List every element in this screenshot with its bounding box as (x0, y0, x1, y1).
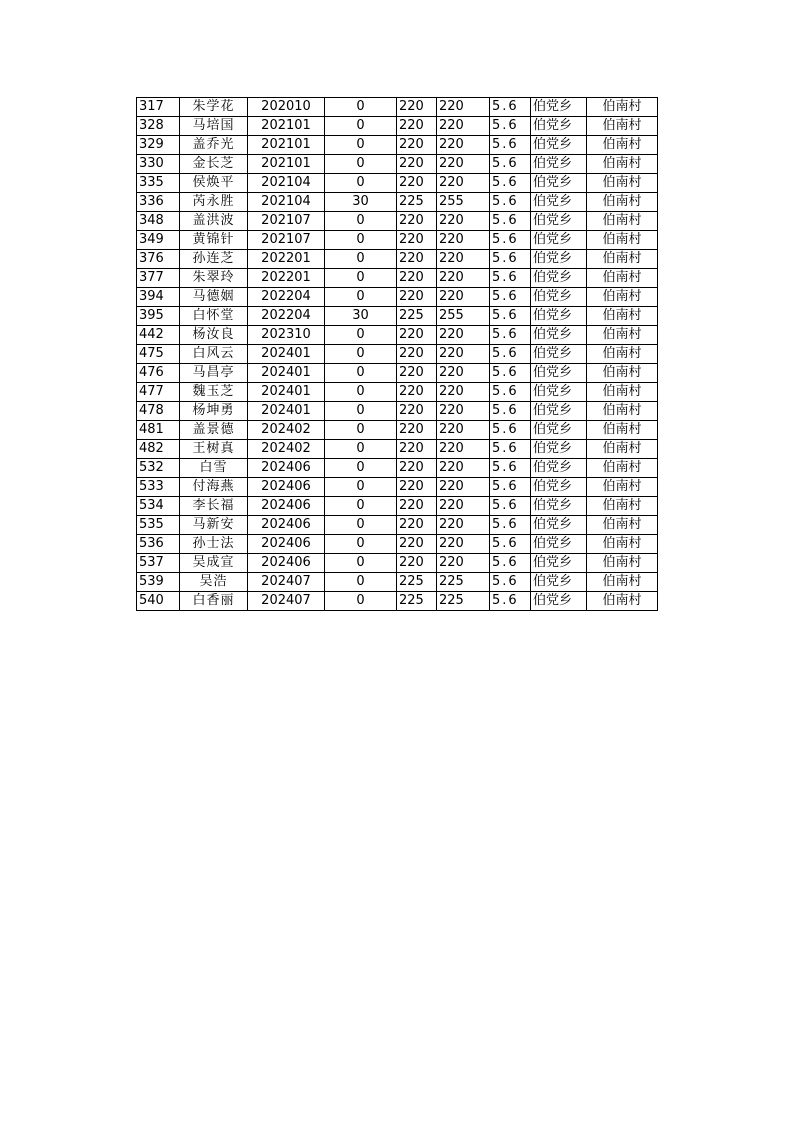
row-number-cell: 478 (137, 402, 180, 421)
township-cell: 伯党乡 (531, 288, 587, 307)
table-row (137, 307, 658, 326)
row-number-cell: 535 (137, 516, 180, 535)
name-cell: 孙连芝 (180, 250, 248, 269)
area-cell: 5.6 (490, 326, 531, 345)
area-cell: 5.6 (490, 250, 531, 269)
base-amount-cell: 220 (397, 231, 437, 250)
base-amount-cell: 220 (397, 326, 437, 345)
name-cell: 朱翠玲 (180, 269, 248, 288)
row-number-cell: 377 (137, 269, 180, 288)
table-row (137, 459, 658, 478)
table-row (137, 345, 658, 364)
base-amount-cell: 225 (397, 307, 437, 326)
township-cell: 伯党乡 (531, 250, 587, 269)
area-cell: 5.6 (490, 193, 531, 212)
township-cell: 伯党乡 (531, 193, 587, 212)
year-month-cell: 202310 (248, 326, 325, 345)
township-cell: 伯党乡 (531, 174, 587, 193)
village-cell: 伯南村 (587, 155, 658, 174)
table-row (137, 554, 658, 573)
total-amount-cell: 220 (437, 174, 490, 193)
year-month-cell: 202204 (248, 288, 325, 307)
township-cell: 伯党乡 (531, 326, 587, 345)
row-number-cell: 348 (137, 212, 180, 231)
supplement-cell: 0 (325, 554, 397, 573)
base-amount-cell: 220 (397, 535, 437, 554)
township-cell: 伯党乡 (531, 307, 587, 326)
supplement-cell: 0 (325, 364, 397, 383)
supplement-cell: 0 (325, 250, 397, 269)
table-row (137, 383, 658, 402)
township-cell: 伯党乡 (531, 345, 587, 364)
township-cell: 伯党乡 (531, 117, 587, 136)
supplement-cell: 0 (325, 269, 397, 288)
township-cell: 伯党乡 (531, 421, 587, 440)
table-row (137, 174, 658, 193)
supplement-cell: 30 (325, 307, 397, 326)
total-amount-cell: 220 (437, 212, 490, 231)
area-cell: 5.6 (490, 535, 531, 554)
base-amount-cell: 220 (397, 98, 437, 117)
name-cell: 盖洪波 (180, 212, 248, 231)
township-cell: 伯党乡 (531, 231, 587, 250)
name-cell: 盖乔光 (180, 136, 248, 155)
row-number-cell: 536 (137, 535, 180, 554)
base-amount-cell: 220 (397, 345, 437, 364)
table-row (137, 250, 658, 269)
row-number-cell: 330 (137, 155, 180, 174)
supplement-cell: 0 (325, 383, 397, 402)
supplement-cell: 0 (325, 288, 397, 307)
total-amount-cell: 220 (437, 98, 490, 117)
township-cell: 伯党乡 (531, 516, 587, 535)
village-cell: 伯南村 (587, 535, 658, 554)
supplement-cell: 0 (325, 345, 397, 364)
supplement-cell: 0 (325, 421, 397, 440)
row-number-cell: 376 (137, 250, 180, 269)
base-amount-cell: 220 (397, 155, 437, 174)
area-cell: 5.6 (490, 117, 531, 136)
area-cell: 5.6 (490, 459, 531, 478)
name-cell: 付海燕 (180, 478, 248, 497)
row-number-cell: 394 (137, 288, 180, 307)
year-month-cell: 202401 (248, 383, 325, 402)
township-cell: 伯党乡 (531, 136, 587, 155)
village-cell: 伯南村 (587, 307, 658, 326)
supplement-cell: 0 (325, 459, 397, 478)
area-cell: 5.6 (490, 516, 531, 535)
area-cell: 5.6 (490, 478, 531, 497)
area-cell: 5.6 (490, 573, 531, 592)
village-cell: 伯南村 (587, 136, 658, 155)
table-row (137, 592, 658, 611)
table-row (137, 497, 658, 516)
village-cell: 伯南村 (587, 554, 658, 573)
table-row (137, 535, 658, 554)
village-cell: 伯南村 (587, 250, 658, 269)
base-amount-cell: 220 (397, 497, 437, 516)
base-amount-cell: 220 (397, 117, 437, 136)
row-number-cell: 442 (137, 326, 180, 345)
table-row (137, 136, 658, 155)
village-cell: 伯南村 (587, 364, 658, 383)
area-cell: 5.6 (490, 288, 531, 307)
year-month-cell: 202406 (248, 478, 325, 497)
table-row (137, 326, 658, 345)
supplement-cell: 30 (325, 193, 397, 212)
total-amount-cell: 220 (437, 345, 490, 364)
total-amount-cell: 220 (437, 383, 490, 402)
year-month-cell: 202010 (248, 98, 325, 117)
supplement-cell: 0 (325, 136, 397, 155)
supplement-cell: 0 (325, 478, 397, 497)
total-amount-cell: 220 (437, 117, 490, 136)
area-cell: 5.6 (490, 345, 531, 364)
table-row (137, 193, 658, 212)
data-table (136, 97, 658, 611)
area-cell: 5.6 (490, 440, 531, 459)
village-cell: 伯南村 (587, 383, 658, 402)
year-month-cell: 202406 (248, 497, 325, 516)
area-cell: 5.6 (490, 98, 531, 117)
base-amount-cell: 220 (397, 364, 437, 383)
year-month-cell: 202107 (248, 231, 325, 250)
row-number-cell: 336 (137, 193, 180, 212)
total-amount-cell: 220 (437, 364, 490, 383)
row-number-cell: 540 (137, 592, 180, 611)
name-cell: 李长福 (180, 497, 248, 516)
supplement-cell: 0 (325, 402, 397, 421)
base-amount-cell: 220 (397, 459, 437, 478)
village-cell: 伯南村 (587, 497, 658, 516)
area-cell: 5.6 (490, 174, 531, 193)
total-amount-cell: 220 (437, 136, 490, 155)
table-row (137, 212, 658, 231)
year-month-cell: 202201 (248, 269, 325, 288)
name-cell: 芮永胜 (180, 193, 248, 212)
name-cell: 侯焕平 (180, 174, 248, 193)
township-cell: 伯党乡 (531, 535, 587, 554)
village-cell: 伯南村 (587, 478, 658, 497)
name-cell: 盖景德 (180, 421, 248, 440)
area-cell: 5.6 (490, 497, 531, 516)
name-cell: 白风云 (180, 345, 248, 364)
supplement-cell: 0 (325, 174, 397, 193)
village-cell: 伯南村 (587, 592, 658, 611)
total-amount-cell: 220 (437, 155, 490, 174)
name-cell: 吴浩 (180, 573, 248, 592)
supplement-cell: 0 (325, 440, 397, 459)
row-number-cell: 317 (137, 98, 180, 117)
year-month-cell: 202201 (248, 250, 325, 269)
village-cell: 伯南村 (587, 440, 658, 459)
base-amount-cell: 220 (397, 516, 437, 535)
table-row (137, 478, 658, 497)
year-month-cell: 202407 (248, 573, 325, 592)
table-row (137, 288, 658, 307)
township-cell: 伯党乡 (531, 554, 587, 573)
base-amount-cell: 225 (397, 573, 437, 592)
village-cell: 伯南村 (587, 117, 658, 136)
base-amount-cell: 220 (397, 288, 437, 307)
row-number-cell: 335 (137, 174, 180, 193)
total-amount-cell: 220 (437, 440, 490, 459)
row-number-cell: 532 (137, 459, 180, 478)
year-month-cell: 202406 (248, 554, 325, 573)
year-month-cell: 202104 (248, 193, 325, 212)
table-row (137, 516, 658, 535)
base-amount-cell: 220 (397, 554, 437, 573)
name-cell: 孙士法 (180, 535, 248, 554)
village-cell: 伯南村 (587, 516, 658, 535)
total-amount-cell: 220 (437, 554, 490, 573)
table-row (137, 421, 658, 440)
township-cell: 伯党乡 (531, 383, 587, 402)
supplement-cell: 0 (325, 155, 397, 174)
supplement-cell: 0 (325, 117, 397, 136)
table-row (137, 117, 658, 136)
supplement-cell: 0 (325, 516, 397, 535)
base-amount-cell: 220 (397, 269, 437, 288)
village-cell: 伯南村 (587, 98, 658, 117)
table-row (137, 573, 658, 592)
base-amount-cell: 220 (397, 478, 437, 497)
year-month-cell: 202101 (248, 117, 325, 136)
table-row (137, 364, 658, 383)
name-cell: 金长芝 (180, 155, 248, 174)
village-cell: 伯南村 (587, 345, 658, 364)
total-amount-cell: 255 (437, 307, 490, 326)
total-amount-cell: 220 (437, 402, 490, 421)
total-amount-cell: 220 (437, 326, 490, 345)
table-row (137, 402, 658, 421)
year-month-cell: 202406 (248, 459, 325, 478)
total-amount-cell: 220 (437, 497, 490, 516)
row-number-cell: 476 (137, 364, 180, 383)
name-cell: 魏玉芝 (180, 383, 248, 402)
supplement-cell: 0 (325, 326, 397, 345)
supplement-cell: 0 (325, 573, 397, 592)
base-amount-cell: 220 (397, 421, 437, 440)
row-number-cell: 349 (137, 231, 180, 250)
row-number-cell: 477 (137, 383, 180, 402)
township-cell: 伯党乡 (531, 459, 587, 478)
year-month-cell: 202406 (248, 535, 325, 554)
total-amount-cell: 220 (437, 231, 490, 250)
table-row (137, 98, 658, 117)
area-cell: 5.6 (490, 383, 531, 402)
base-amount-cell: 220 (397, 402, 437, 421)
base-amount-cell: 220 (397, 212, 437, 231)
row-number-cell: 533 (137, 478, 180, 497)
supplement-cell: 0 (325, 592, 397, 611)
row-number-cell: 482 (137, 440, 180, 459)
village-cell: 伯南村 (587, 288, 658, 307)
area-cell: 5.6 (490, 269, 531, 288)
name-cell: 杨汝良 (180, 326, 248, 345)
village-cell: 伯南村 (587, 326, 658, 345)
total-amount-cell: 220 (437, 459, 490, 478)
supplement-cell: 0 (325, 231, 397, 250)
area-cell: 5.6 (490, 307, 531, 326)
total-amount-cell: 220 (437, 516, 490, 535)
area-cell: 5.6 (490, 421, 531, 440)
township-cell: 伯党乡 (531, 478, 587, 497)
base-amount-cell: 220 (397, 174, 437, 193)
base-amount-cell: 220 (397, 440, 437, 459)
name-cell: 吴成宣 (180, 554, 248, 573)
supplement-cell: 0 (325, 98, 397, 117)
name-cell: 王树真 (180, 440, 248, 459)
year-month-cell: 202401 (248, 345, 325, 364)
township-cell: 伯党乡 (531, 573, 587, 592)
total-amount-cell: 255 (437, 193, 490, 212)
table-body (137, 98, 658, 611)
total-amount-cell: 220 (437, 478, 490, 497)
name-cell: 马昌亭 (180, 364, 248, 383)
name-cell: 白怀堂 (180, 307, 248, 326)
area-cell: 5.6 (490, 212, 531, 231)
year-month-cell: 202402 (248, 440, 325, 459)
row-number-cell: 328 (137, 117, 180, 136)
supplement-cell: 0 (325, 212, 397, 231)
table-row (137, 231, 658, 250)
year-month-cell: 202204 (248, 307, 325, 326)
base-amount-cell: 225 (397, 193, 437, 212)
name-cell: 马新安 (180, 516, 248, 535)
name-cell: 马德姻 (180, 288, 248, 307)
area-cell: 5.6 (490, 402, 531, 421)
year-month-cell: 202401 (248, 402, 325, 421)
year-month-cell: 202407 (248, 592, 325, 611)
area-cell: 5.6 (490, 554, 531, 573)
township-cell: 伯党乡 (531, 98, 587, 117)
village-cell: 伯南村 (587, 459, 658, 478)
township-cell: 伯党乡 (531, 402, 587, 421)
area-cell: 5.6 (490, 155, 531, 174)
row-number-cell: 539 (137, 573, 180, 592)
supplement-cell: 0 (325, 497, 397, 516)
year-month-cell: 202104 (248, 174, 325, 193)
name-cell: 朱学花 (180, 98, 248, 117)
total-amount-cell: 220 (437, 535, 490, 554)
table-row (137, 155, 658, 174)
total-amount-cell: 220 (437, 288, 490, 307)
village-cell: 伯南村 (587, 193, 658, 212)
year-month-cell: 202401 (248, 364, 325, 383)
area-cell: 5.6 (490, 592, 531, 611)
village-cell: 伯南村 (587, 174, 658, 193)
name-cell: 白香丽 (180, 592, 248, 611)
base-amount-cell: 220 (397, 250, 437, 269)
row-number-cell: 537 (137, 554, 180, 573)
village-cell: 伯南村 (587, 231, 658, 250)
base-amount-cell: 225 (397, 592, 437, 611)
table-row (137, 440, 658, 459)
name-cell: 黄锦针 (180, 231, 248, 250)
area-cell: 5.6 (490, 364, 531, 383)
total-amount-cell: 225 (437, 592, 490, 611)
township-cell: 伯党乡 (531, 155, 587, 174)
area-cell: 5.6 (490, 136, 531, 155)
village-cell: 伯南村 (587, 402, 658, 421)
row-number-cell: 534 (137, 497, 180, 516)
supplement-cell: 0 (325, 535, 397, 554)
total-amount-cell: 220 (437, 269, 490, 288)
village-cell: 伯南村 (587, 421, 658, 440)
year-month-cell: 202101 (248, 136, 325, 155)
year-month-cell: 202406 (248, 516, 325, 535)
name-cell: 杨坤勇 (180, 402, 248, 421)
area-cell: 5.6 (490, 231, 531, 250)
total-amount-cell: 220 (437, 250, 490, 269)
row-number-cell: 481 (137, 421, 180, 440)
township-cell: 伯党乡 (531, 364, 587, 383)
township-cell: 伯党乡 (531, 269, 587, 288)
name-cell: 白雪 (180, 459, 248, 478)
total-amount-cell: 220 (437, 421, 490, 440)
row-number-cell: 475 (137, 345, 180, 364)
year-month-cell: 202402 (248, 421, 325, 440)
year-month-cell: 202107 (248, 212, 325, 231)
township-cell: 伯党乡 (531, 497, 587, 516)
year-month-cell: 202101 (248, 155, 325, 174)
township-cell: 伯党乡 (531, 592, 587, 611)
village-cell: 伯南村 (587, 212, 658, 231)
base-amount-cell: 220 (397, 136, 437, 155)
village-cell: 伯南村 (587, 573, 658, 592)
row-number-cell: 329 (137, 136, 180, 155)
name-cell: 马培国 (180, 117, 248, 136)
village-cell: 伯南村 (587, 269, 658, 288)
township-cell: 伯党乡 (531, 212, 587, 231)
township-cell: 伯党乡 (531, 440, 587, 459)
total-amount-cell: 225 (437, 573, 490, 592)
table-row (137, 269, 658, 288)
base-amount-cell: 220 (397, 383, 437, 402)
row-number-cell: 395 (137, 307, 180, 326)
